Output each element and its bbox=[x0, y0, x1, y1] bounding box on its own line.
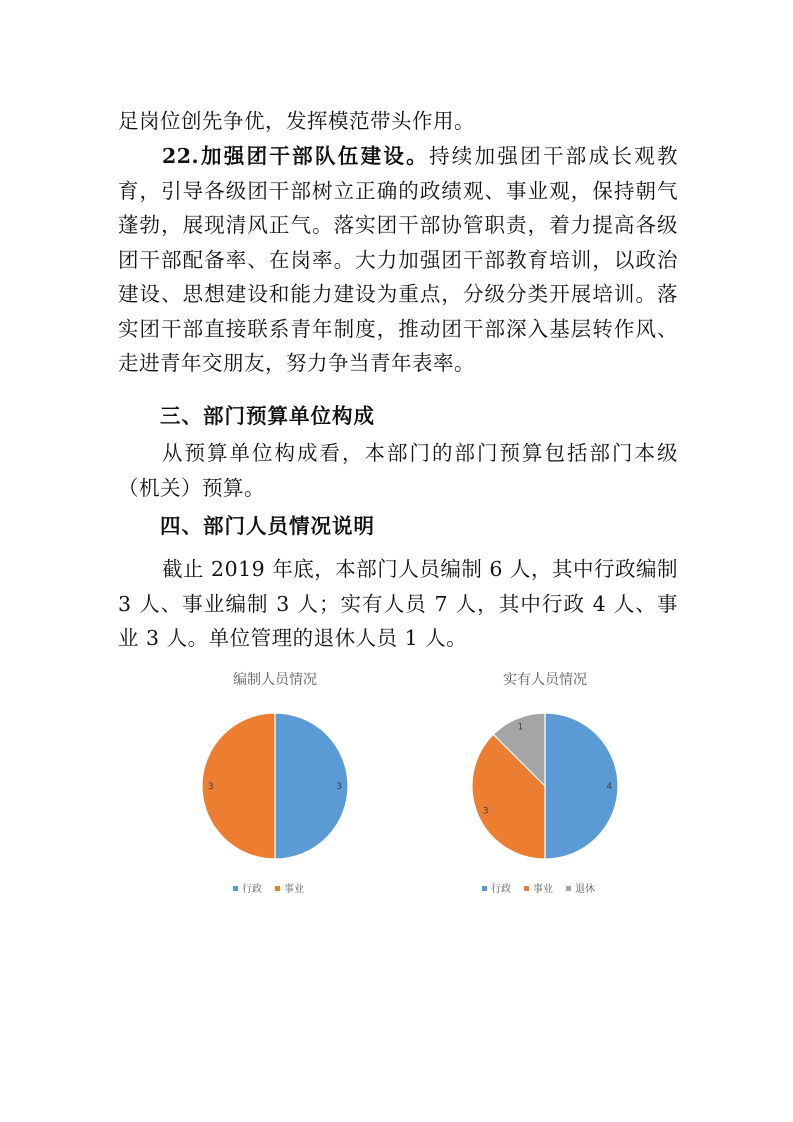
paragraph-4: 截止 2019 年底，本部门人员编制 6 人，其中行政编制 3 人、事业编制 3 人；实有人员 7 人，其中行政 4 人、事业 3 人。单位管理的退休人员 1 人。 bbox=[118, 557, 678, 650]
paragraph-3: 从预算单位构成看，本部门的部门预算包括部门本级（机关）预算。 bbox=[118, 441, 678, 500]
legend-label-2: 事业 bbox=[284, 884, 304, 895]
legend-label-2: 事业 bbox=[533, 884, 553, 895]
data-label-2: 3 bbox=[482, 806, 489, 817]
paragraph-2 bbox=[118, 139, 678, 381]
chart-title: 实有人员情况 bbox=[503, 672, 587, 688]
legend-swatch-1 bbox=[482, 886, 487, 891]
chart-title: 编制人员情况 bbox=[233, 672, 317, 688]
data-label-1: 4 bbox=[606, 782, 613, 792]
legend-swatch-2 bbox=[275, 886, 280, 891]
legend-swatch-1 bbox=[233, 886, 238, 891]
data-label-1: 3 bbox=[336, 782, 343, 792]
paragraph-2-body: 持续加强团干部成长观教育，引导各级团干部树立正确的政绩观、事业观，保持朝气蓬勃，展现清风正气。落实团干部协管职责，着力提高各级团干部配备率、在岗率。大力加强团干部教育培训，以政治建设、思想建设和能力建设为重点，分级分类开展培训。落实团干部直接联系青年制度，推动团干部深入基层转作风、走进青年交朋友，努力争当青年表率。 bbox=[118, 144, 678, 375]
pie-chart-actual bbox=[410, 660, 680, 910]
legend-label-1: 行政 bbox=[491, 884, 511, 895]
pie-chart-quota bbox=[140, 660, 410, 910]
section-heading-3: 三、部门预算单位构成 bbox=[160, 404, 375, 428]
paragraph-1: 足岗位创先争优，发挥模范带头作用。 bbox=[118, 109, 475, 133]
chart-actual-staff bbox=[410, 660, 680, 910]
data-label-2: 3 bbox=[207, 782, 214, 792]
paragraph-2-heading: 22.加强团干部队伍建设。 bbox=[162, 144, 429, 168]
section-heading-4: 四、部门人员情况说明 bbox=[160, 514, 375, 538]
legend-swatch-3 bbox=[566, 886, 571, 891]
legend-label-3: 退休 bbox=[575, 884, 595, 895]
legend-label-1: 行政 bbox=[242, 884, 262, 895]
data-label-3: 1 bbox=[517, 722, 524, 733]
chart-staffing-quota bbox=[140, 660, 410, 910]
legend-swatch-2 bbox=[524, 886, 529, 891]
